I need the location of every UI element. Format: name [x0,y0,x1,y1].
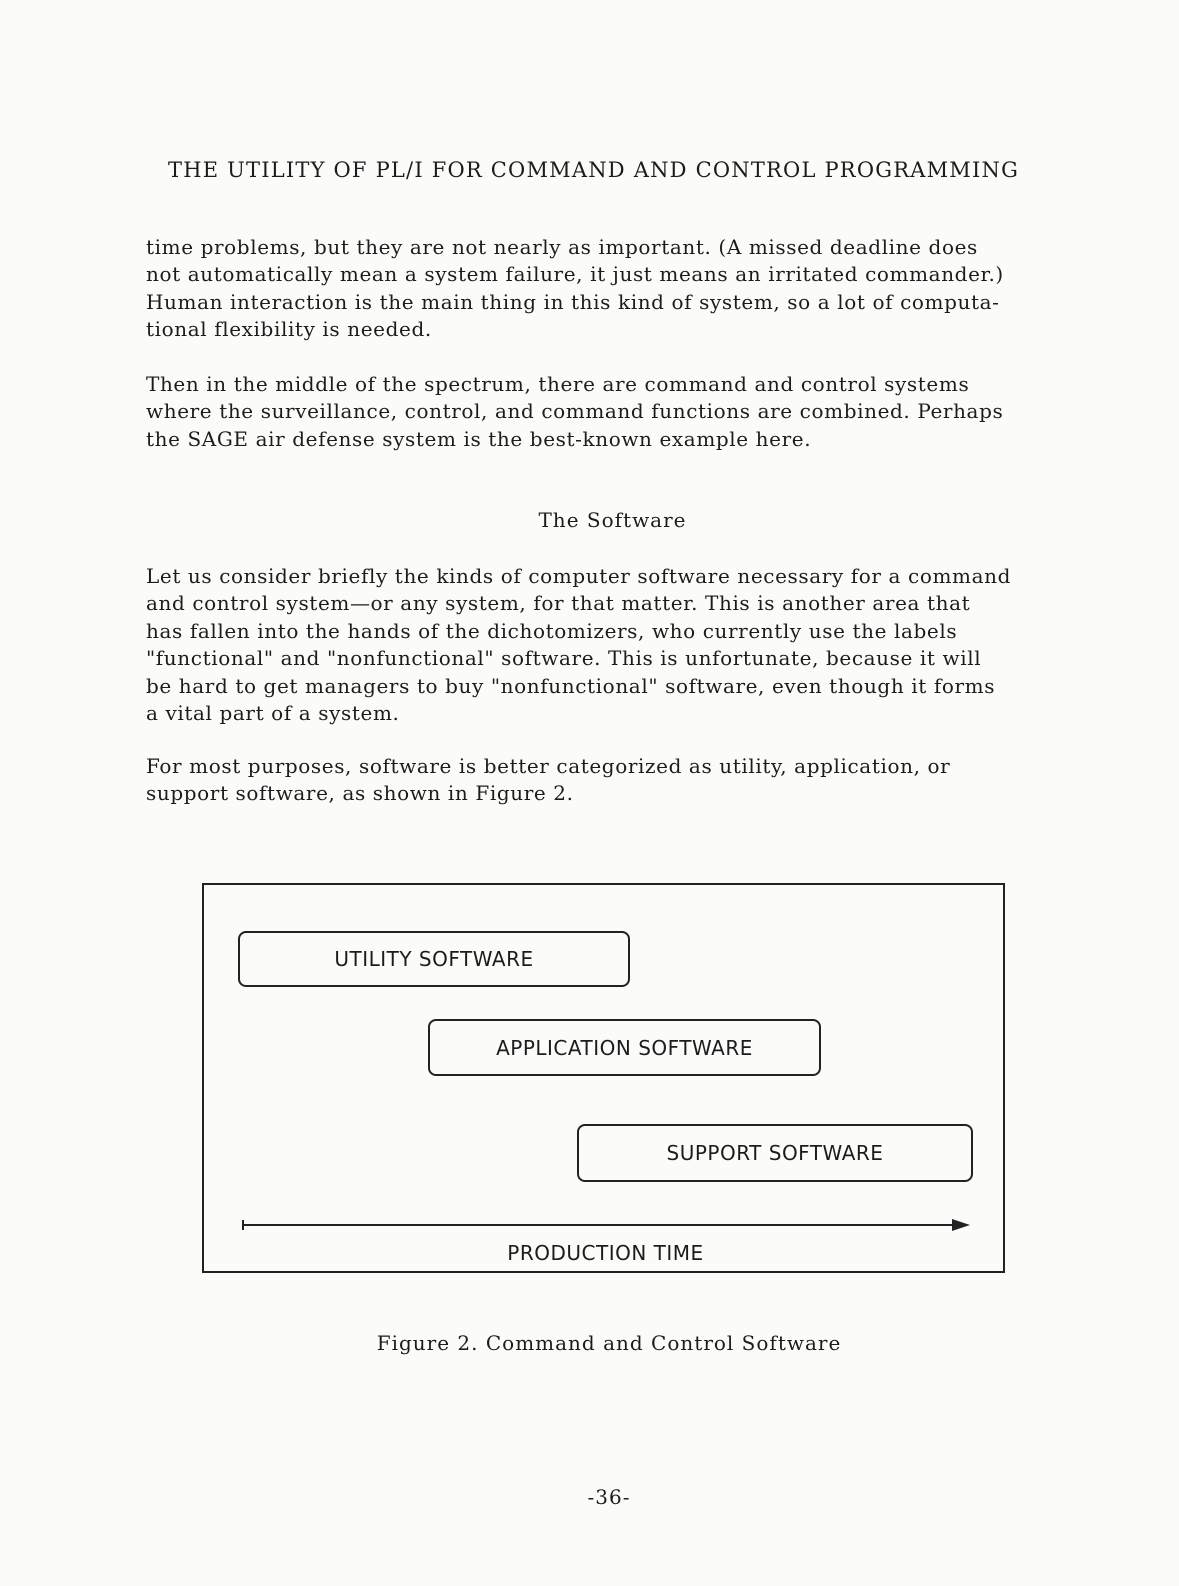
paragraph-line: time problems, but they are not nearly as important. (A missed deadline does [146,235,978,259]
paragraph-line: support software, as shown in Figure 2. [146,781,574,806]
page-number: -36- [587,1485,631,1509]
paragraph-line: Let us consider briefly the kinds of computer software necessary for a command [146,564,1012,588]
support-software-box: SUPPORT SOFTWARE [577,1124,973,1182]
production-time-label: PRODUCTION TIME [507,1241,704,1265]
figure-caption: Figure 2. Command and Control Software [376,1331,842,1355]
paragraph-1 [146,234,1136,344]
running-title: THE UTILITY OF PL/I FOR COMMAND AND CONTROL PROGRAMMING [168,158,1020,182]
paragraph-line: "functional" and "nonfunctional" software. This is unfortunate, because it will [146,646,982,671]
paragraph-line: Human interaction is the main thing in this kind of system, so a lot of computa- [146,289,1000,314]
figure-diagram [202,883,1005,1273]
production-time-arrow [240,1215,980,1235]
paragraph-line: the SAGE air defense system is the best-known example here. [146,426,812,451]
section-heading: The Software [538,508,687,532]
paragraph-line: be hard to get managers to buy "nonfunctional" software, even though it forms [146,673,996,698]
arrow-head [952,1219,970,1231]
paragraph-line: For most purposes, software is better categorized as utility, application, or [146,754,951,778]
paragraph-2 [146,371,1136,453]
utility-software-box: UTILITY SOFTWARE [238,931,630,987]
paragraph-line: and control system—or any system, for that matter. This is another area that [146,591,971,616]
paragraph-line: not automatically mean a system failure, it just means an irritated commander.) [146,262,1004,287]
paragraph-line: where the surveillance, control, and command functions are combined. Perhaps [146,399,1004,424]
paragraph-line: has fallen into the hands of the dichotomizers, who currently use the labels [146,618,958,643]
paragraph-3 [146,563,1136,727]
paragraph-line: Then in the middle of the spectrum, there are command and control systems [146,372,970,396]
paragraph-4 [146,753,1136,808]
paragraph-line: tional flexibility is needed. [146,317,432,342]
application-software-box: APPLICATION SOFTWARE [428,1019,821,1076]
paragraph-line: a vital part of a system. [146,701,400,726]
